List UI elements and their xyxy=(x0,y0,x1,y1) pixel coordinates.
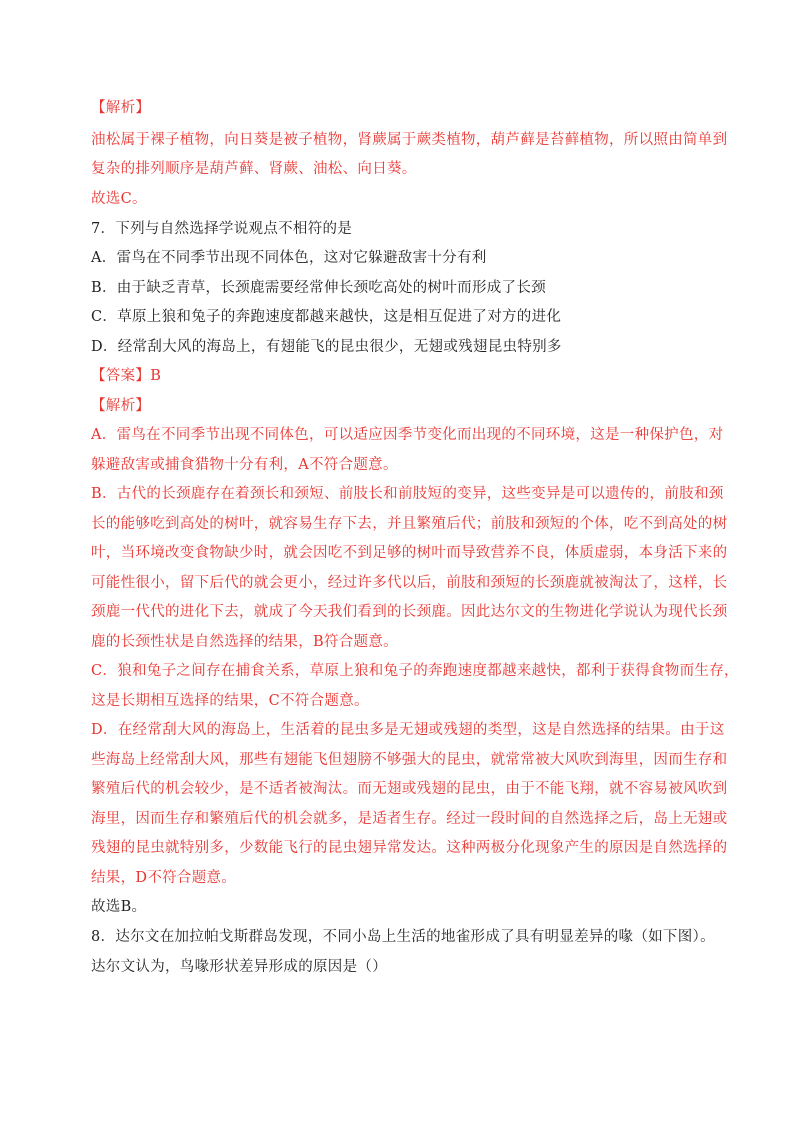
q7-analysis-d-line: D．在经常刮大风的海岛上，生活着的昆虫多是无翅或残翅的类型，这是自然选择的结果。由于这 xyxy=(91,722,725,738)
q7-analysis-d-line: 些海岛上经常刮大风，那些有翅能飞但翅膀不够强大的昆虫，就常常被大风吹到海里，因而生存和 xyxy=(91,752,728,768)
q7-answer-value: B xyxy=(150,368,162,384)
q7-analysis-b-line: 长的能够吃到高处的树叶，就容易生存下去，并且繁殖后代；前肢和颈短的个体，吃不到高处的树 xyxy=(91,516,728,532)
q7-analysis-d-line: 海里，因而生存和繁殖后代的机会就多，是适者生存。经过一段时间的自然选择之后，岛上无翅或 xyxy=(91,811,728,827)
q6-conclusion: 故选C。 xyxy=(91,191,147,207)
q7-analysis-c-line: 这是长期相互选择的结果，C不符合题意。 xyxy=(91,693,369,709)
q6-analysis-line: 油松属于裸子植物，向日葵是被子植物，肾蕨属于蕨类植物，葫芦藓是苔藓植物，所以照由简单到 xyxy=(91,132,728,148)
q7-analysis-a-line: A．雷鸟在不同季节出现不同体色，可以适应因季节变化而出现的不同环境，这是一种保护色，对 xyxy=(91,427,724,443)
q7-analysis-b-line: 可能性很小，留下后代的就会更小，经过许多代以后，前肢和颈短的长颈鹿就被淘汰了，这样，长 xyxy=(91,575,728,591)
q7-option-b: B．由于缺乏青草，长颈鹿需要经常伸长颈吃高处的树叶而形成了长颈 xyxy=(91,280,546,296)
q7-analysis-b-line: B．古代的长颈鹿存在着颈长和颈短、前肢长和前肢短的变异，这些变异是可以遗传的，前肢和颈 xyxy=(91,486,724,502)
q7-analysis-d-line: 繁殖后代的机会较少，是不适者被淘汰。而无翅或残翅的昆虫，由于不能飞翔，就不容易被风吹到 xyxy=(91,781,728,797)
q7-analysis-c-line: C．狼和兔子之间存在捕食关系，草原上狼和兔子的奔跑速度都越来越快，都利于获得食物而生存， xyxy=(91,663,739,679)
q7-conclusion: 故选B。 xyxy=(91,899,147,915)
q7-analysis-b-line: 颈鹿一代代的进化下去，就成了今天我们看到的长颈鹿。因此达尔文的生物进化学说认为现代长颈 xyxy=(91,604,728,620)
q7-option-c: C．草原上狼和兔子的奔跑速度都越来越快，这是相互促进了对方的进化 xyxy=(91,309,562,325)
q7-option-d: D．经常刮大风的海岛上，有翅能飞的昆虫很少，无翅或残翅昆虫特别多 xyxy=(91,339,562,355)
q7-analysis-d-line: 残翅的昆虫就特别多，少数能飞行的昆虫翅异常发达。这种两极分化现象产生的原因是自然选择的 xyxy=(91,840,728,856)
q7-option-a: A．雷鸟在不同季节出现不同体色，这对它躲避敌害十分有利 xyxy=(91,250,487,266)
q7-answer-tag: 【答案】 xyxy=(91,368,151,384)
q7-stem: 7．下列与自然选择学说观点不相符的是 xyxy=(91,221,353,237)
q7-analysis-d-line: 结果，D不符合题意。 xyxy=(91,870,237,886)
q6-analysis-line: 复杂的排列顺序是葫芦藓、肾蕨、油松、向日葵。 xyxy=(91,161,417,177)
q7-analysis-b-line: 叶，当环境改变食物缺少时，就会因吃不到足够的树叶而导致营养不良，体质虚弱，本身活下来的 xyxy=(91,545,728,561)
q6-analysis-tag: 【解析】 xyxy=(91,100,151,116)
q7-analysis-a-line: 躲避敌害或捕食猎物十分有利，A不符合题意。 xyxy=(91,457,398,473)
q8-stem-line: 达尔文认为，鸟喙形状差异形成的原因是（） xyxy=(91,959,387,975)
q7-analysis-tag: 【解析】 xyxy=(91,398,151,414)
q8-stem-line: 8．达尔文在加拉帕戈斯群岛发现，不同小岛上生活的地雀形成了具有明显差异的喙（如下图）。 xyxy=(91,929,715,945)
q7-analysis-b-line: 鹿的长颈性状是自然选择的结果，B符合题意。 xyxy=(91,634,398,650)
q7-answer xyxy=(91,366,711,386)
